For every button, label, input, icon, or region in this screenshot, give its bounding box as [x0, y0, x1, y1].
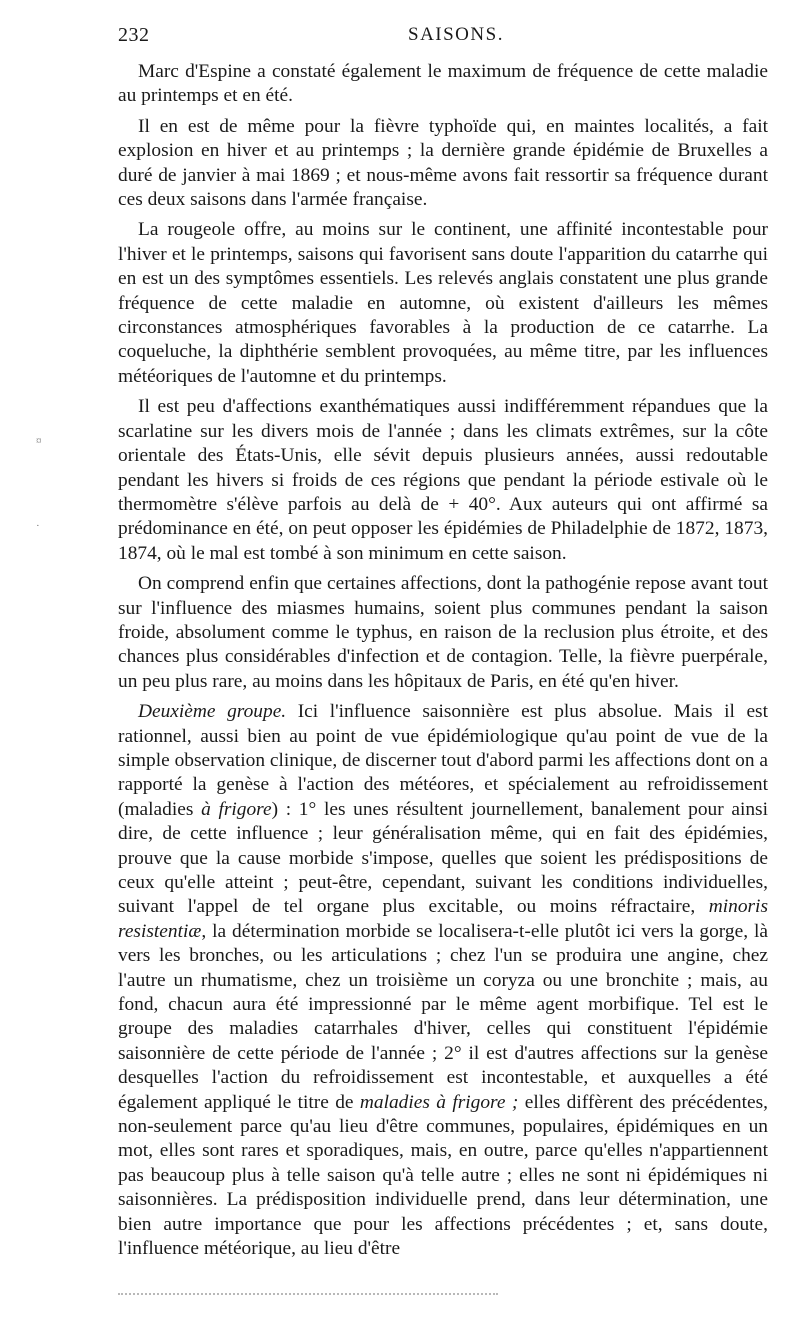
running-head — [118, 24, 768, 48]
text-run: Il en est de même pour la fièvre typhoïde qui, en maintes localités, a fait explosion en hiver et au printemps ; la dernière grande épidémie de Bruxelles a duré de janvier à mai 1869 ; et nous-même avons fait ressortir sa fréquence durant ces deux saisons dans l'armée française. — [118, 115, 768, 211]
margin-mark: · — [36, 520, 40, 532]
italic-text: Deuxième groupe. — [138, 701, 287, 723]
page-number: 232 — [118, 24, 150, 46]
text-run: ) : 1° les unes résultent journellement, banalement pour ainsi dire, de cette influence ; leur généralisation même, qui en fait des épidémies, prouve que la cause morbide s'impose, quelles que soient les prédispositions de ceux qu'elle atteint ; peut-être, cependant, suivant les conditions individuelles, suivant l'appel de tel organe plus excitable, ou moins réfractaire, — [118, 798, 768, 918]
text-run: , la détermination morbide se localisera-t-elle plutôt ici vers la gorge, là vers les bronches, ou les articulations ; chez l'un se produira une angine, chez l'autre un rhumatisme, chez un troisième un coryza ou une bronchite ; mais, au fond, chacun aura été impressionné par le même agent morbifique. Tel est le groupe des maladies catarrhales d'hiver, celles qui constituent l'épidémie saisonnière de cette période de l'année ; 2° il est d'autres affections sur la genèse desquelles l'action du refroidissement est incontestable, et auxquelles a été également appliqué le titre de — [118, 920, 768, 1113]
paragraph — [118, 218, 768, 389]
text-run: La rougeole offre, au moins sur le continent, une affinité incontestable pour l'hiver et le printemps, saisons qui favorisent sans doute l'apparition du catarrhe qui en est un des symptômes essentiels. Les relevés anglais constatent une plus grande fréquence de cette maladie en automne, où existent d'ailleurs les mêmes circonstances atmosphériques favorables à la production de ce catarrhe. La coqueluche, la diphthérie semblent provoquées, au même titre, par les influences météoriques de l'automne et du printemps. — [118, 219, 768, 387]
italic-text: minoris resistentiæ — [118, 896, 768, 942]
running-title: SAISONS. — [408, 24, 504, 45]
italic-text: à frigore — [201, 798, 272, 820]
paragraph — [118, 60, 768, 109]
margin-mark: ¤ — [36, 435, 42, 447]
text-run: On comprend enfin que certaines affections, dont la pathogénie repose avant tout sur l'influence des miasmes humains, soient plus communes pendant la saison froide, absolument comme le typhus, en raison de la reclusion plus étroite, et des chances plus considérables d'infection et de contagion. Telle, la fièvre puerpérale, un peu plus rare, au moins dans les hôpitaux de Paris, en été qu'en hiver. — [118, 573, 768, 692]
text-run: elles diffèrent des précédentes, non-seulement parce qu'au lieu d'être communes, populaires, épidémiques en un mot, elles sont rares et sporadiques, mais, en outre, parce qu'elles n'appartiennent pas beaucoup plus à telle saison qu'à telle autre ; elles ne sont ni épidémiques ni saisonnières. La prédisposition individuelle prend, dans leur détermination, une bien autre importance que pour les affections précédentes ; et, sans doute, l'influence météorique, au lieu d'être — [118, 1091, 769, 1260]
text-run: Il est peu d'affections exanthématiques aussi indifféremment répandues que la scarlatine sur les divers mois de l'année ; dans les climats extrêmes, sur la côte orientale des États-Unis, elle sévit depuis plusieurs années, aussi redoutable pendant les hivers si froids de ces régions que pendant la période estivale où le thermomètre s'élève parfois au delà de + 40°. Aux auteurs qui ont affirmé sa prédominance en été, on peut opposer les épidémies de Philadelphie de 1872, 1873, 1874, où le mal est tombé à son minimum en cette saison. — [118, 396, 768, 564]
paragraph — [118, 115, 768, 213]
body-text — [118, 60, 768, 1262]
text-run: Ici l'influence saisonnière est plus absolue. Mais il est rationnel, aussi bien au point de vue épidémiologique qu'au point de vue de la simple observation clinique, de discerner tout d'abord parmi les affections dont on a rapporté la genèse à l'action des météores, et spécialement au refroidissement (maladies — [118, 701, 768, 820]
footer-dotted-rule — [118, 1293, 498, 1295]
paragraph — [118, 700, 768, 1261]
paragraph — [118, 572, 768, 694]
italic-text: maladies à frigore ; — [359, 1091, 519, 1113]
text-run: Marc d'Espine a constaté également le maximum de fréquence de cette maladie au printemps et en été. — [118, 61, 768, 107]
paragraph — [118, 395, 768, 566]
